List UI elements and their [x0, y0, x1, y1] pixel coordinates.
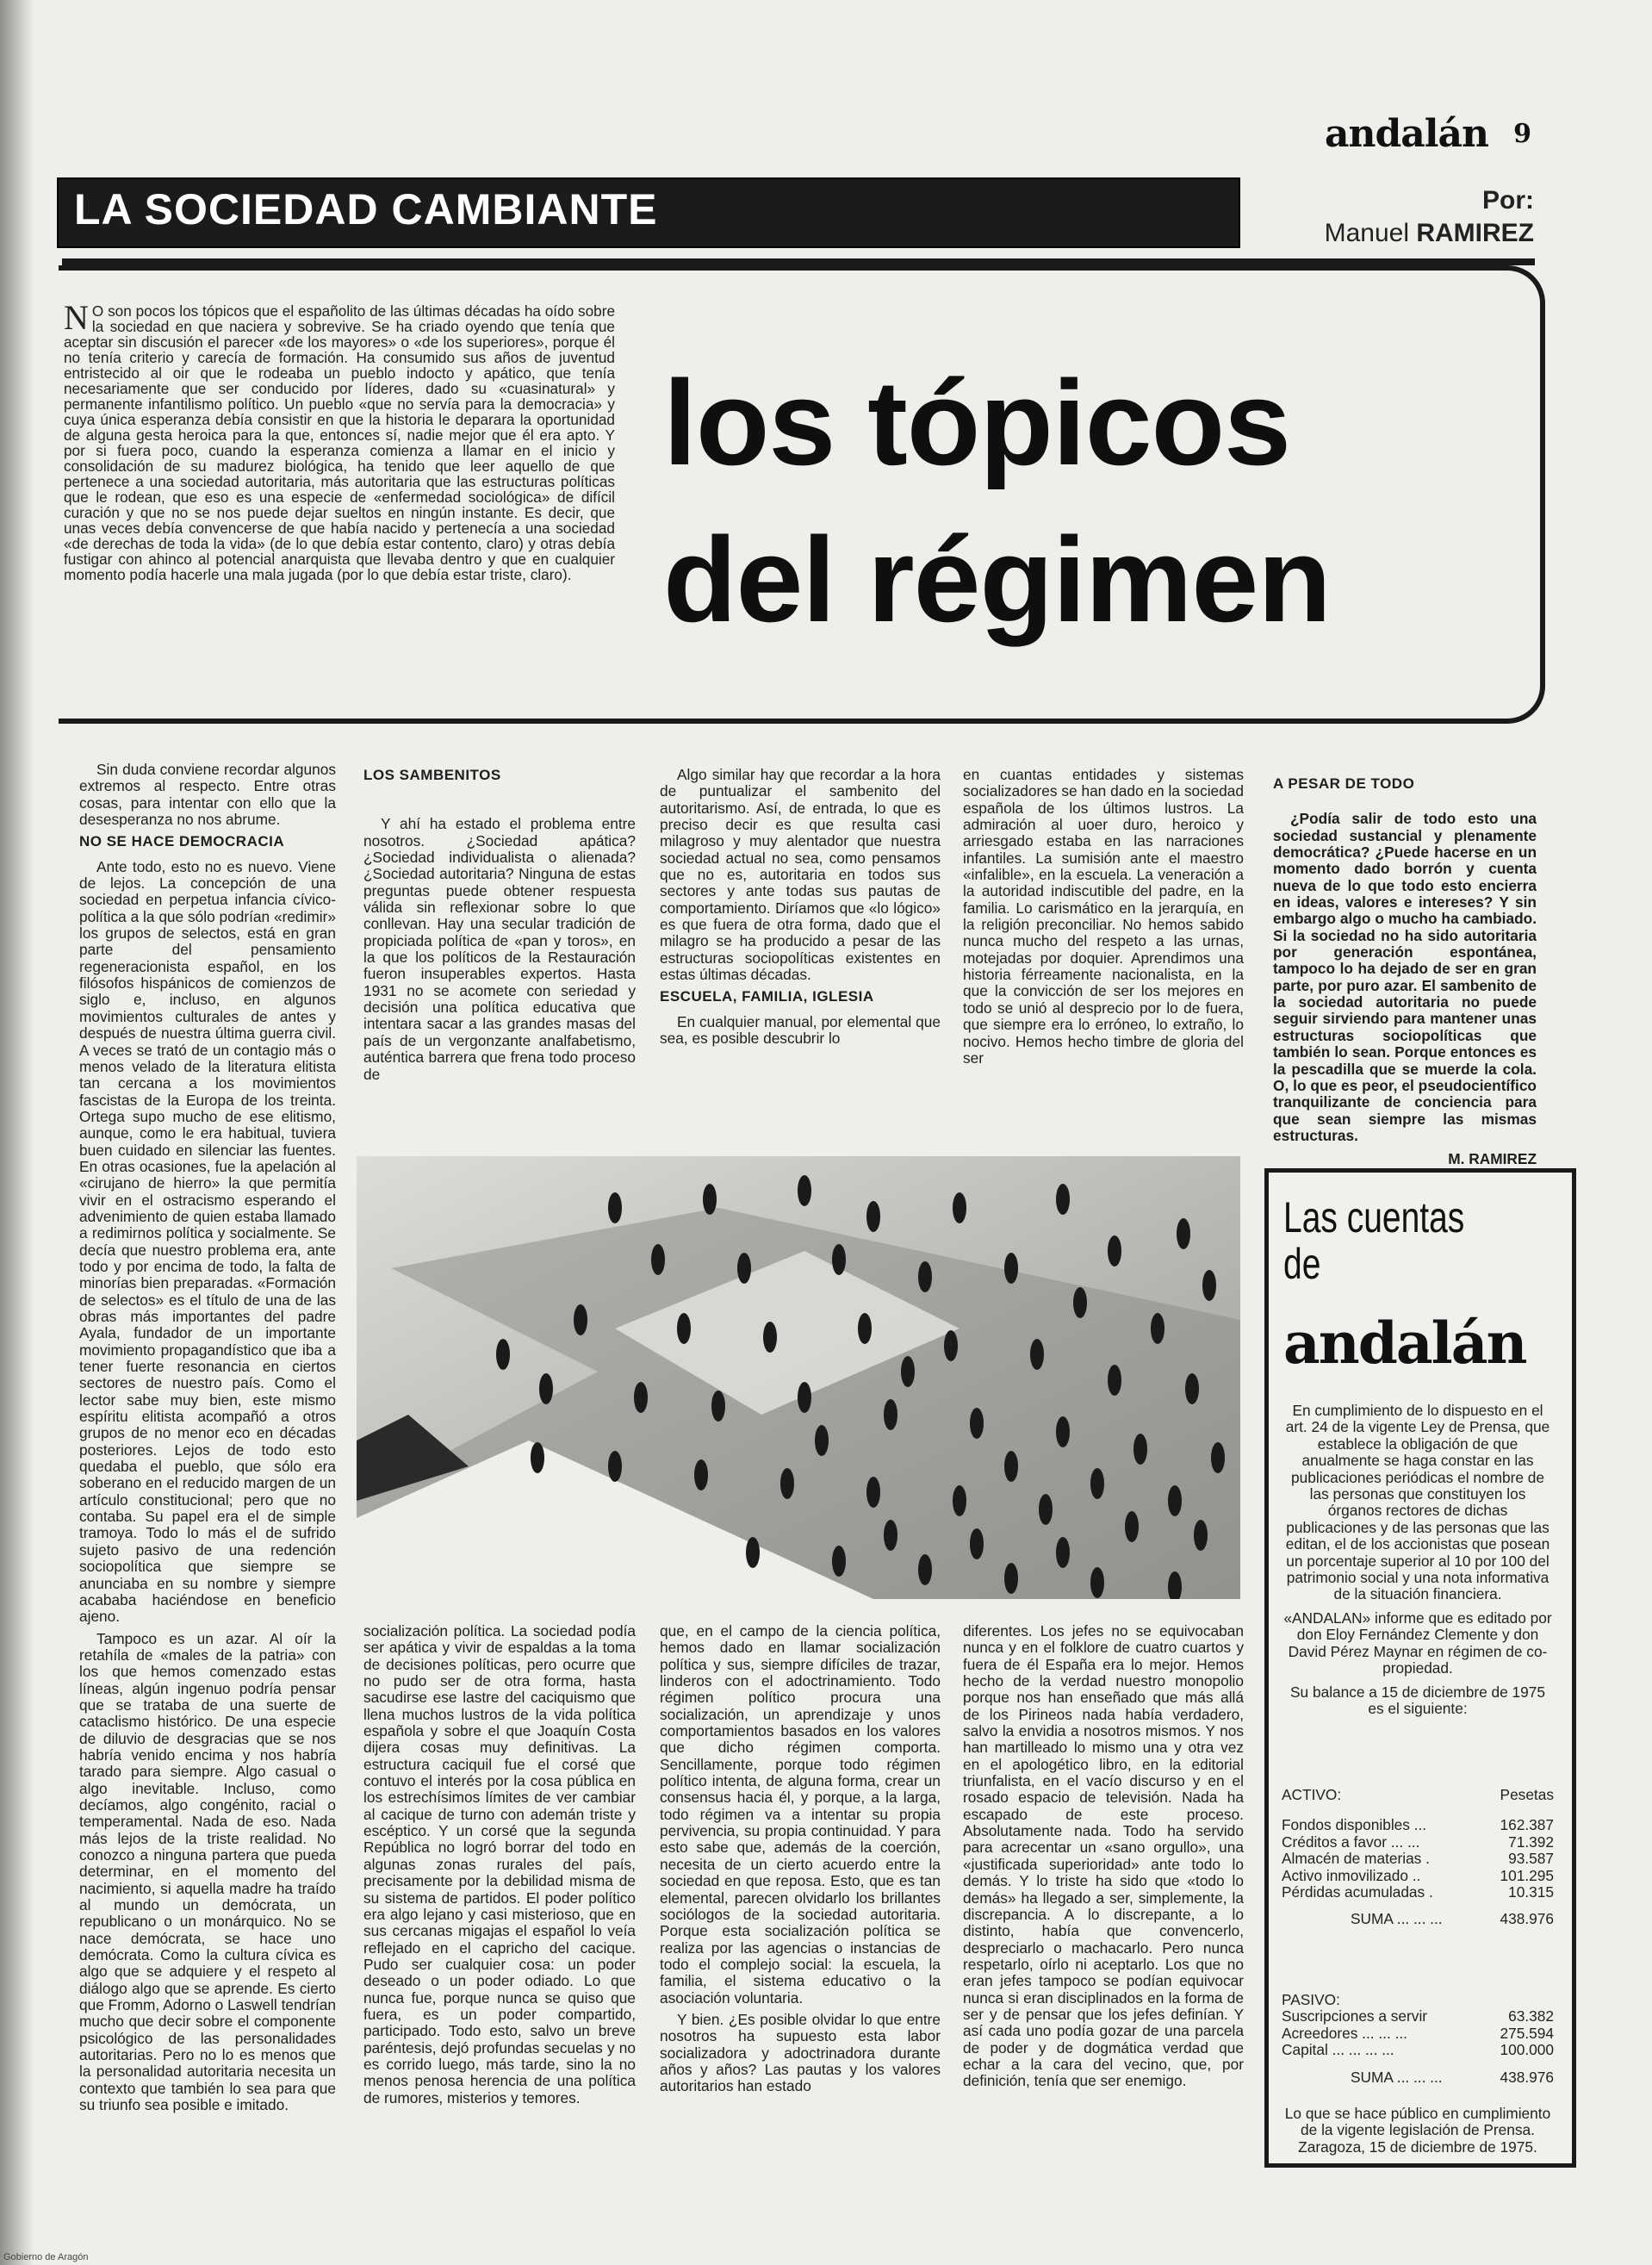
pasivo-row: Capital ... ... ... ... 100.000 — [1282, 2041, 1554, 2059]
subheading: NO SE HACE DEMOCRACIA — [79, 833, 285, 850]
paragraph: Tampoco es un azar. Al oír la retahíla de «males de la patria» con los que hemos comenzado estas líneas, algún ingenuo podría pensar que se trataba de una suerte de cataclismo histórico. De una especie de diluvio de desgracias que se nos habría venido encima y nos habría tarado para siempre. Algo casual o algo inevitable. Incluso, como decíamos, algo congénito, racial o temperamental. Nada de eso. Nada más lejos de la triste realidad. No conozco a ninguna partera que pueda determinar, en el momento del nacimiento, si aquella madre ha traído al mundo un demócrata, un republicano o un monárquico. No se nace demócrata, se hace uno demócrata. Como la cultura cívica es algo que se adquiere y el respeto al diálogo algo que se aprende. Es cierto que Fromm, Adorno o Laswell tendrían mucho que decir sobre el componente psicológico de las personalidades autoritarias. Pero no lo es menos que la personalidad autoritaria necesita un contexto que también lo sea para que su triunfo sea posible e imitado. — [79, 1629, 336, 2114]
activo-label: ACTIVO: — [1282, 1786, 1342, 1803]
subheading: ESCUELA, FAMILIA, IGLESIA — [660, 988, 874, 1005]
byline-label: Por: — [1482, 186, 1534, 215]
pasivo-label: PASIVO: — [1282, 1991, 1340, 2008]
accounts-box-text — [1282, 1403, 1554, 1724]
paragraph: socialización política. La sociedad podía ser apática y vivir de espaldas a la toma de decisiones políticas, pero ocurre que no pudo ser de otra forma, hasta sacudirse ese lastre del caciquismo que llena muchos lustros de la vida política española y sobre el que Joaquín Costa dijera cosas muy definitivas. La estructura caciquil fue el corsé que contuvo el interés por la cosa pública en los estrechísimos límites de ver cambiar al cacique de turno con ademán triste y escéptico. Y un corsé que la segunda República no logró borrar del todo en algunas zonas rurales del país, precisamente por la debilidad misma de su sistema de partidos. El poder político era algo lejano y casi misterioso, que en sus cercanas migajas el español lo veía reflejado en el capricho del cacique. Pudo ser cualquier cosa: un poder deseado o un poder odiado. Lo que nunca fue, porque nunca se quiso que fuera, es un poder compartido, participado. Todo esto, salvo un breve paréntesis, dejó profundas secuelas y no es corrido luego, más tarde, sino la no menos penosa herencia de una política de rumores, misterios y temores. — [363, 1622, 636, 2106]
headline — [663, 345, 1331, 658]
paragraph: que, en el campo de la ciencia política, hemos dado en llamar socialización política y sus, siempre difíciles de trazar, linderos con el adoctrinamiento. Todo régimen político procura una socialización, un aprendizaje y unos comportamientos basados en los valores que dicho régimen comporta. Sencillamente, porque todo régimen político intenta, de alguna forma, crear un consensus hacia él, y porque, a la larga, todo régimen va a intentar su propia pervivencia, su propia continuidad. Y para esto sabe que, además de la coerción, necesita de un cierto acuerdo entre la sociedad en que reposa. Esto, que es tan elemental, parecen olvidarlo los brillantes sociólogos de la sociedad autoritaria. Porque esta socialización política se realiza por las agencias o instancias de todo el complejo social: la escuela, la familia, el sistema educativo o la asociación voluntaria. — [660, 1622, 941, 2007]
drop-cap: N — [64, 298, 89, 337]
column-3-bottom — [660, 1623, 941, 2100]
paragraph: Y bien. ¿Es posible olvidar lo que entre nosotros ha supuesto esta labor socializadora y adoctrinadora durante años y años? Las pautas y los valores autoritarios han estado — [660, 2010, 941, 2095]
column-2-bottom — [363, 1623, 636, 2112]
photo-illustration — [357, 1156, 1240, 1599]
byline-author: Manuel RAMIREZ — [1324, 219, 1534, 247]
paragraph: Y ahí ha estado el problema entre nosotros. ¿Sociedad apática? ¿Sociedad individualista o alienada? ¿Sociedad autoritaria? Ninguna de estas preguntas puede obtener respuesta válida sin reflexionar sobre lo que conllevan. Hay una secular tradición de propiciada política de «pan y toros», en la que los políticos de la Restauración fueron insuperables expertos. Hasta 1931 no se acomete con seriedad y decisión una política educativa que intentara sacar a las grandes masas del país de un vergonzante analfabetismo, auténtica barrera que frena todo proceso de — [363, 815, 636, 1083]
section-title: LA SOCIEDAD CAMBIANTE — [74, 185, 658, 233]
activo-row: Pérdidas acumuladas . 10.315 — [1282, 1883, 1554, 1901]
activo-row: Fondos disponibles ... 162.387 — [1282, 1816, 1554, 1834]
accounts-footer: Lo que se hace público en cumplimiento de la vigente legislación de Prensa. Zaragoza, 15 de diciembre de 1975. — [1284, 2105, 1551, 2156]
signature: M. RAMIREZ — [1448, 1150, 1537, 1168]
crowd-running-photo — [357, 1156, 1240, 1599]
activo-header — [1282, 1787, 1554, 1803]
paragraph: Sin duda conviene recordar algunos extremos al respecto. Entre otras cosas, para intentar con ello que la desesperanza no nos abrume. — [79, 761, 336, 829]
column-4-bottom — [963, 1623, 1244, 2095]
column-4-top — [963, 767, 1244, 1072]
page-binding-shadow — [0, 0, 34, 2265]
byline — [1325, 184, 1534, 250]
pasivo-row: Acreedores ... ... ... 275.594 — [1282, 2024, 1554, 2042]
headline-line-2: del régimen — [663, 512, 1331, 647]
pasivo-row: Suscripciones a servir 63.382 — [1282, 2007, 1554, 2025]
accounts-box-title — [1283, 1194, 1464, 1287]
activo-row: Activo inmovilizado .. 101.295 — [1282, 1866, 1554, 1884]
paragraph: Su balance a 15 de diciembre de 1975 es el siguiente: — [1290, 1683, 1545, 1717]
intro-paragraph: N O son pocos los tópicos que el españolito de las últimas décadas ha oído sobre la sociedad en que naciera y sobrevive. Se ha criado oyendo que tenía que aceptar sin discusión el parecer «de los mayores» o «de los superiores», porque él no tenía criterio y carecía de formación. Ha consumido sus años de juventud entristecido al oir que le rodeaba un pueblo indocto y apático, que tenía necesariamente que ser conducido por líderes, dado su «cuasinatural» y permanente infantilismo político. Un pueblo «que no servía para la democracia» y cuya única esperanza debía consistir en que la historia le deparara la oportunidad de alguna gesta heroica para la que, entonces sí, nadie mejor que él era apto. Y por si fuera poco, cuando la esperanza comienza a llamar en el inicio y consolidación de su madurez biológica, ha tenido que leer aquello de que pertenece a una sociedad autoritaria, más autoritaria que las estructuras políticas que le rodean, que eso es una especie de «enfermedad sociológica» de difícil curación y que no se nos puede dejar sueltos en ningún instante. Es decir, que unas veces debía convencerse de que había nacido y pertenecía a una sociedad «de derechas de toda la vida» (de lo que debía estar contento, claro) y otras debía fustigar con ahinco al potencial anarquista que llevaba dentro y que en cualquier momento podía hacerle una mala jugada (por lo que debía estar triste, claro). — [64, 298, 615, 583]
column-2-top — [363, 763, 636, 1088]
paragraph: En cumplimiento de lo dispuesto en el art. 24 de la vigente Ley de Prensa, que establece la obligación de que anualmente se haga constar en las publicaciones periódicas el nombre de las personas que constituyen los órganos rectores de dichas publicaciones y de las personas que las editan, el de los accionistas que posean un porcentaje superior al 10 por 100 del patrimonio social y una nota informativa de la situación financiera. — [1285, 1402, 1550, 1603]
accounts-title-line-1: Las cuentas — [1283, 1193, 1465, 1241]
column-1 — [79, 762, 336, 2119]
subheading: LOS SAMBENITOS — [363, 767, 501, 783]
currency-label: Pesetas — [1500, 1786, 1554, 1803]
accounts-box-brand: andalán — [1283, 1310, 1526, 1377]
subheading: A PESAR DE TODO — [1273, 775, 1415, 792]
paragraph: Algo similar hay que recordar a la hora de puntualizar el sambenito del autoritarismo. Así, de entrada, lo que es preciso decir es que resulta casi milagroso y muy alentador que nuestra sociedad actual no sea, como pensamos que no es, autoritaria en todos sus sectores y ante todas sus pautas de comportamiento. Diríamos que «lo lógico» es que fuera de otra forma, dado que el milagro se ha producido a pesar de las estructuras sociopolíticas existentes en estas últimas décadas. — [660, 766, 941, 984]
pasivo-sum: SUMA ... ... ... 438.976 — [1351, 2068, 1554, 2086]
activo-sum: SUMA ... ... ... 438.976 — [1351, 1910, 1554, 1928]
headline-line-1: los tópicos — [663, 355, 1290, 490]
activo-row: Créditos a favor ... ... 71.392 — [1282, 1833, 1554, 1851]
paragraph: en cuantas entidades y sistemas socializadores se han dado en la sociedad española de los últimos lustros. La admiración al uoer duro, heroico y arriesgado estaba en las narraciones infantiles. La sumisión ante el maestro «infalible», en la escuela. La veneración a la autoridad indiscutible del padre, en la familia. Lo carismático en la jerarquía, en la religión preconciliar. No hemos sabido nunca mucho del respeto a las urnas, motejadas por doquier. Aprendimos una historia férreamente nacionalista, en la que la convicción de ser los mejores en todo se unió al desprecio por lo de fuera, que siempre era lo erróneo, lo extraño, lo nocivo. Hemos hecho timbre de gloria del ser — [963, 766, 1244, 1067]
paragraph: diferentes. Los jefes no se equivocaban nunca y en el folklore de cuatro cuartos y fuera de él España era lo mejor. Hemos hecho de la verdad nuestro monopolio porque nos han enseñado que más allá de los Pirineos nada había verdadero, salvo la envidia a nosotros mismos. Y nos han martilleado lo mismo una y otra vez en el apologético libro, en la editorial triunfalista, en el vacío discurso y en el rosado espacio de televisión. Nada ha escapado de este proceso. Absolutamente nada. Todo ha servido para acrecentar un «sano orgullo», una «justificada superioridad» ante todo lo demás. Y lo triste ha sido que «todo lo demás» ha llegado a ser, simplemente, la discrepancia. A lo discrepante, a lo distinto, había que convencerlo, despreciarlo o machacarlo. Pero nunca respetarlo, oírlo ni aceptarlo. Los que no eran jefes tampoco se podían equivocar nunca si eran disciplinados en la forma de ser y de pensar que los jefes definían. Y así cada uno podía gozar de una parcela de poder y de dogmática verdad que echar a la cara del vecino, que, por definición, tenía que ser enemigo. — [963, 1622, 1244, 2090]
paragraph: «ANDALAN» informe que es editado por don Eloy Fernández Clemente y don David Pérez Maynar en régimen de co-propiedad. — [1283, 1609, 1552, 1677]
accounts-activo — [1282, 1787, 1554, 1928]
paragraph: En cualquier manual, por elemental que sea, es posible descubrir lo — [660, 1012, 941, 1048]
column-5 — [1273, 772, 1537, 1168]
column-3-top — [660, 767, 941, 1053]
header-frame-top — [62, 258, 1535, 265]
accounts-title-line-2: de — [1283, 1240, 1321, 1288]
masthead-brand: andalán — [1325, 112, 1488, 156]
page-number: 9 — [1513, 119, 1531, 149]
accounts-pasivo — [1282, 1992, 1554, 2086]
activo-row: Almacén de materias . 93.587 — [1282, 1850, 1554, 1868]
archive-credit: Gobierno de Aragón — [3, 2252, 89, 2262]
paragraph: ¿Podía salir de todo esto una sociedad sustancial y plenamente democrática? ¿Puede hacerse en un momento dado borrón y cuenta nueva de lo que todo esto encierra en ideas, valores e intereses? Y sin embargo algo o mucho ha cambiado. Si la sociedad no ha sido autoritaria por generación espontánea, tampoco lo ha dejado de ser en gran parte, por puro azar. El sambenito de la sociedad autoritaria no puede seguir sirviendo para mantener unas estructuras sociopolíticas que también lo sean. Porque entonces es la pescadilla que se muerde la cola. O, lo que es peor, el pseudocientífico tranquilizante de conciencia para que sean siempre las mismas estructuras. — [1273, 810, 1537, 1144]
paragraph: Ante todo, esto no es nuevo. Viene de lejos. La concepción de una sociedad en perpetua infancia cívico-política a la que sólo podrían «redimir» los grupos de selectos, está en gran parte del pensamiento regeneracionista español, en los filósofos hispánicos de comienzos de siglo e, incluso, en algunos movimientos culturales de antes y después de nuestra última guerra civil. A veces se trató de un contagio más o menos velado de la literatura elitista tan cercana a los movimientos fascistas de la Europa de los treinta. Ortega supo mucho de ese elitismo, aunque, como le era habitual, tuviera buen cuidado en silenciar las fuentes. En otras ocasiones, fue la apelación al «cirujano de hierro» la que permitía vivir en el ostracismo esperando el advenimiento de quien estaba llamado a redimirnos política y socialmente. Se decía que nuestro problema era, ante todo y por encima de todo, la falta de minorías bien preparadas. «Formación de selectos» es el título de una de las obras más importantes del padre Ayala, fundador de un importante movimiento propagandístico que iba a tener fuerte resonancia en ciertos sectores de nuestro país. Como el lector sabe muy bien, este mismo espíritu elitista acompañó a otros grupos de no menor eco en décadas posteriores. Lejos de todo esto quedaba el pueblo, que sólo era soberano en el reducido margen de un artículo constitucional; pero que no contaba. Su papel era el de simple tramoya. Todo lo más el de sufrido sujeto pasivo de una redención sociopolítica que siempre se anunciaba en su nombre y siempre acababa haciéndose en beneficio ajeno. — [79, 857, 336, 1626]
